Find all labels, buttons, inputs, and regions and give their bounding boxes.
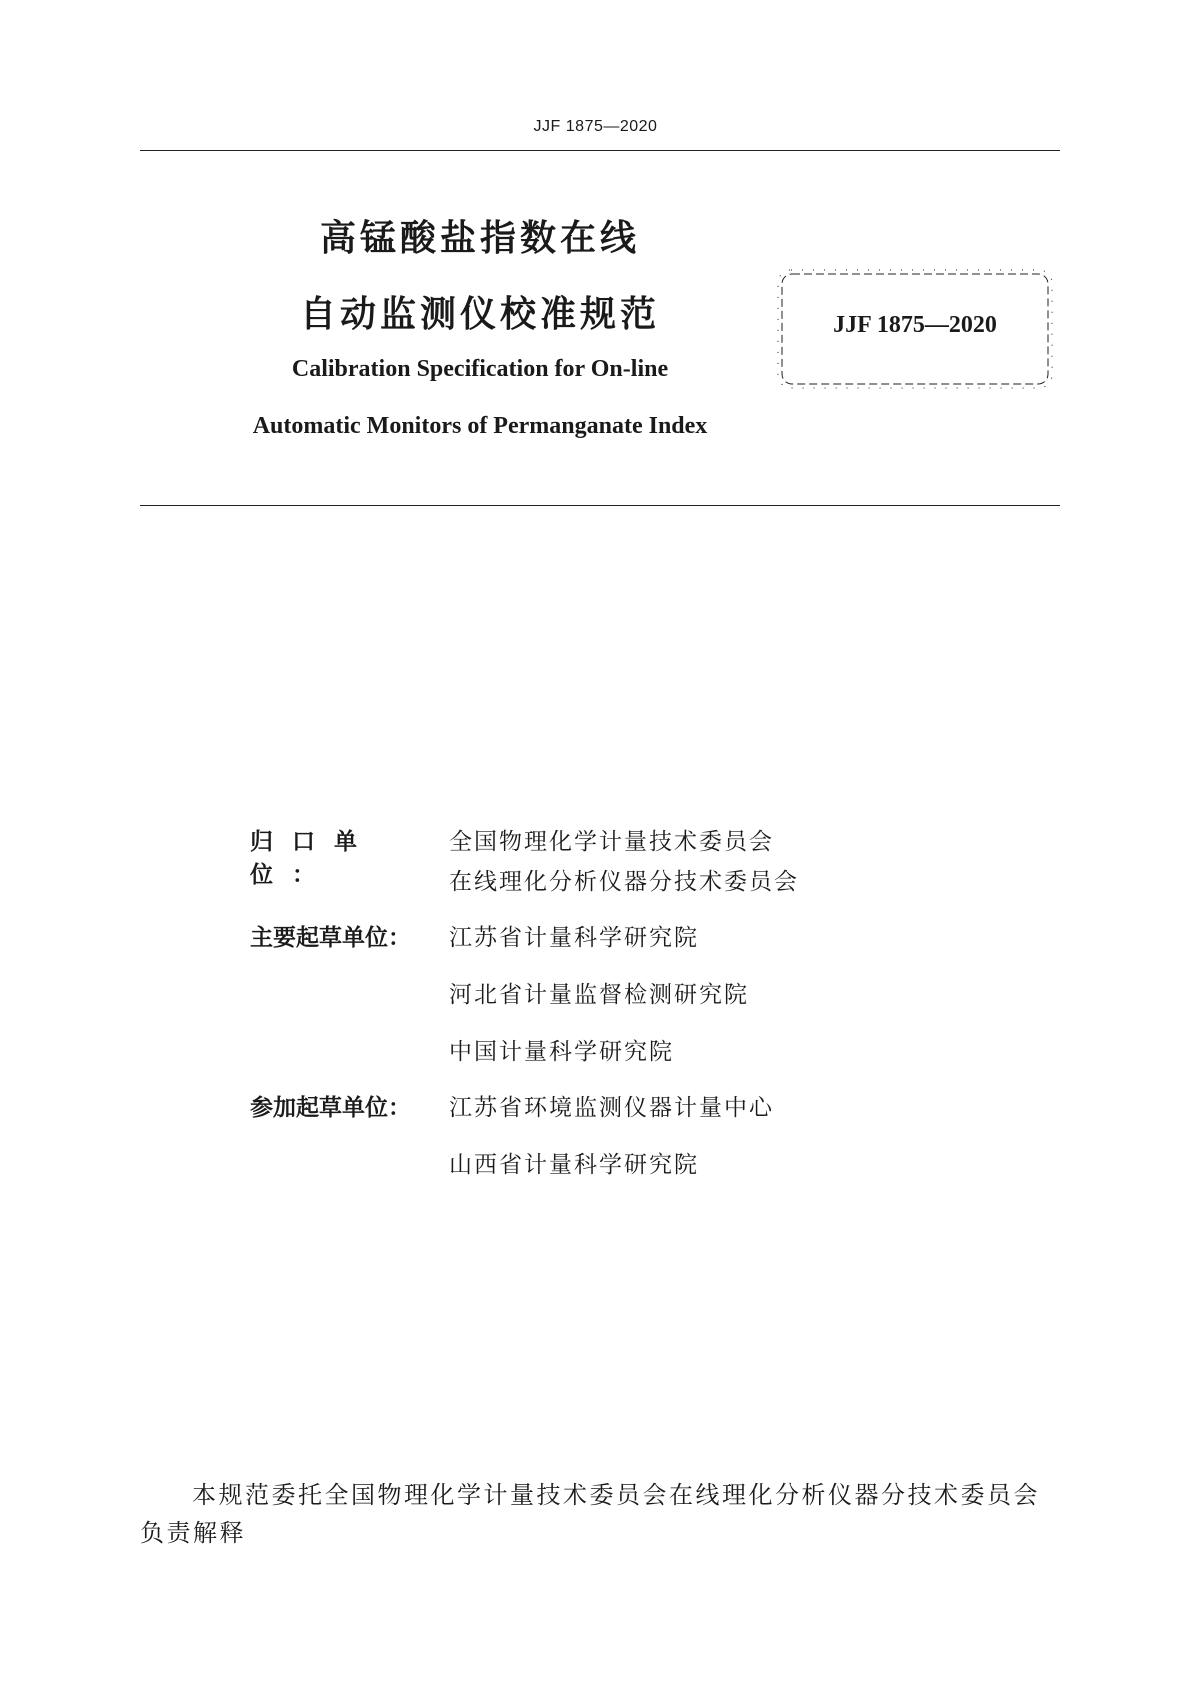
title-en-line2: Automatic Monitors of Permanganate Index — [252, 413, 708, 439]
title-cn-line1: 高锰酸盐指数在线 — [319, 218, 640, 259]
top-rule — [140, 150, 1060, 151]
interpretation-note: 本规范委托全国物理化学计量技术委员会在线理化分析仪器分技术委员会负责解释 — [140, 1481, 1040, 1547]
participating-unit-1: 江苏省环境监测仪器计量中心 — [449, 1095, 774, 1121]
participating-label: 参加起草单位： — [250, 1095, 411, 1121]
header-code: JJF 1875—2020 — [533, 118, 658, 135]
bottom-rule — [140, 505, 1060, 506]
main-drafting-unit-1: 江苏省计量科学研究院 — [449, 925, 699, 951]
title-cn-line2: 自动监测仪校准规范 — [299, 294, 660, 335]
main-drafting-unit-3: 中国计量科学研究院 — [449, 1039, 674, 1065]
main-drafting-label: 主要起草单位： — [250, 925, 411, 951]
title-en-line1: Calibration Specification for On-line — [291, 356, 669, 382]
responsible-unit-1: 全国物理化学计量技术委员会 — [449, 829, 774, 855]
standard-code: JJF 1875—2020 — [833, 312, 997, 338]
responsible-unit-label: 归口单位： — [250, 829, 376, 888]
participating-unit-2: 山西省计量科学研究院 — [449, 1152, 699, 1178]
main-drafting-unit-2: 河北省计量监督检测研究院 — [449, 982, 749, 1008]
responsible-unit-2: 在线理化分析仪器分技术委员会 — [449, 869, 799, 895]
standard-code-box — [776, 268, 1054, 390]
